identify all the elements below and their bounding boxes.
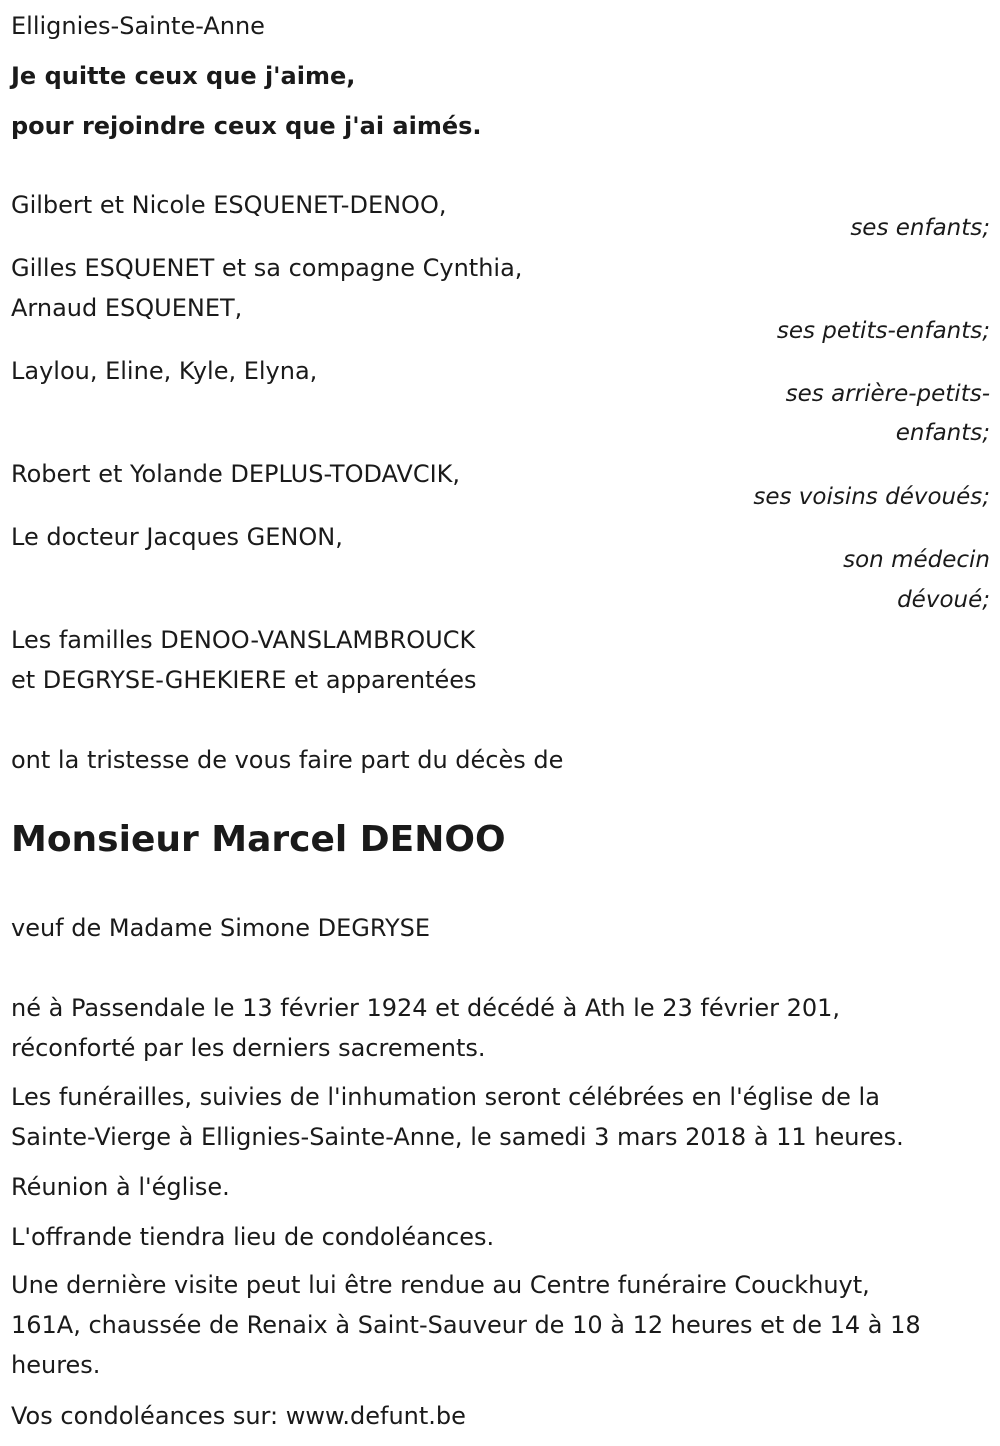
doctor-name: Le docteur Jacques GENON, xyxy=(11,523,343,551)
visit-line-3: heures. xyxy=(11,1351,101,1379)
great-grandchildren-names: Laylou, Eline, Kyle, Elyna, xyxy=(11,357,318,385)
grandchildren-line-1: Gilles ESQUENET et sa compagne Cynthia, xyxy=(11,254,523,282)
widower-of-text: veuf de Madame Simone DEGRYSE xyxy=(11,914,431,942)
neighbors-names: Robert et Yolande DEPLUS-TODAVCIK, xyxy=(11,460,461,488)
doctor-role-line-2: dévoué; xyxy=(897,587,990,613)
birth-death-line-2: réconforté par les derniers sacrements. xyxy=(11,1034,486,1062)
deceased-name: Monsieur Marcel DENOO xyxy=(11,819,506,860)
visit-line-1: Une dernière visite peut lui être rendue au Centre funéraire Couckhuyt, xyxy=(11,1271,870,1299)
funeral-line-1: Les funérailles, suivies de l'inhumation seront célébrées en l'église de la xyxy=(11,1083,880,1111)
children-names: Gilbert et Nicole ESQUENET-DENOO, xyxy=(11,191,447,219)
announcement-text: ont la tristesse de vous faire part du décès de xyxy=(11,746,564,774)
great-grandchildren-role-line-1: ses arrière-petits- xyxy=(785,381,990,407)
meeting-text: Réunion à l'église. xyxy=(11,1173,230,1201)
doctor-role-line-1: son médecin xyxy=(843,547,990,573)
offering-text: L'offrande tiendra lieu de condoléances. xyxy=(11,1223,495,1251)
children-role: ses enfants; xyxy=(850,215,990,241)
neighbors-role: ses voisins dévoués; xyxy=(753,484,990,510)
funeral-line-2: Sainte-Vierge à Ellignies-Sainte-Anne, le samedi 3 mars 2018 à 11 heures. xyxy=(11,1123,904,1151)
quote-line-2: pour rejoindre ceux que j'ai aimés. xyxy=(11,112,482,140)
location-text: Ellignies-Sainte-Anne xyxy=(11,12,265,40)
families-line-1: Les familles DENOO-VANSLAMBROUCK xyxy=(11,626,476,654)
great-grandchildren-role-line-2: enfants; xyxy=(895,420,990,446)
families-line-2: et DEGRYSE-GHEKIERE et apparentées xyxy=(11,666,477,694)
grandchildren-line-2: Arnaud ESQUENET, xyxy=(11,294,243,322)
condolences-text: Vos condoléances sur: www.defunt.be xyxy=(11,1402,466,1430)
birth-death-line-1: né à Passendale le 13 février 1924 et décédé à Ath le 23 février 201, xyxy=(11,994,841,1022)
visit-line-2: 161A, chaussée de Renaix à Saint-Sauveur de 10 à 12 heures et de 14 à 18 xyxy=(11,1311,921,1339)
grandchildren-role: ses petits-enfants; xyxy=(776,318,990,344)
quote-line-1: Je quitte ceux que j'aime, xyxy=(11,62,356,90)
